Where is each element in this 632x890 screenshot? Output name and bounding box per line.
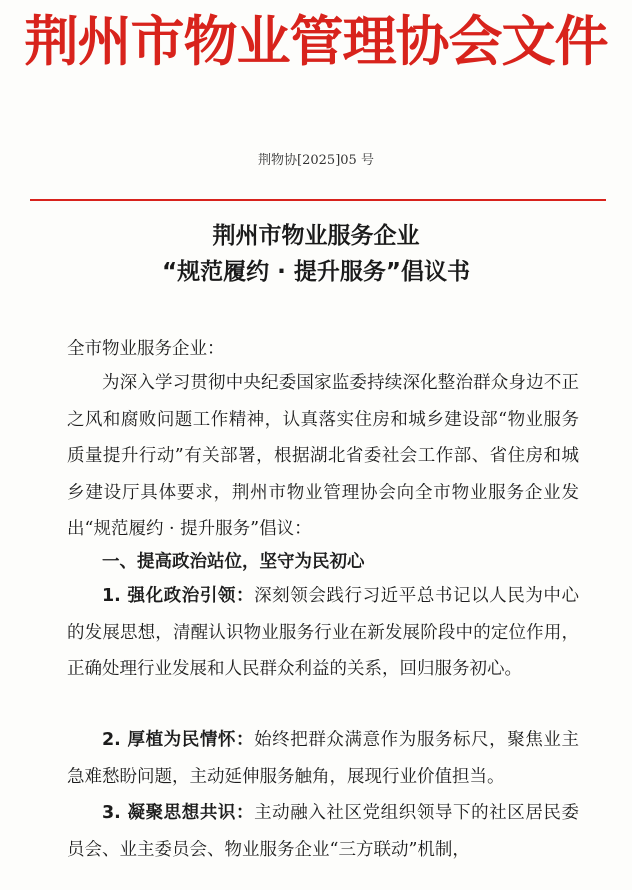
document-title-line-2: “规范履约 · 提升服务”倡议书: [162, 259, 470, 285]
issuing-organization-title: 荆州市物业管理协会文件: [24, 10, 608, 73]
list-item: [67, 722, 579, 795]
item-lead: 3. 凝聚思想共识：: [102, 803, 255, 823]
item-lead: 2. 厚植为民情怀：: [102, 730, 255, 750]
item-lead: 1. 强化政治引领：: [102, 586, 255, 606]
list-item: [67, 578, 579, 688]
item-text: 深刻领会践行习近平总书记以人民为中心的发展思想，清醒认识物业服务行业在新发展阶段中的定位作用，正确处理行业发展和人民群众利益的关系，回归服务初心。: [67, 586, 580, 679]
intro-paragraph: 为深入学习贯彻中央纪委国家监委持续深化整治群众身边不正之风和腐败问题工作精神，认真落实住房和城乡建设部“物业服务质量提升行动”有关部署，根据湖北省委社会工作部、省住房和城乡建设厅具体要求，荆州市物业管理协会向全市物业服务企业发出“规范履约 · 提升服务”倡议：: [67, 373, 579, 539]
list-item: [67, 795, 579, 868]
item-text: 始终把群众满意作为服务标尺，聚焦业主急难愁盼问题，主动延伸服务触角，展现行业价值担当。: [67, 730, 580, 787]
item-text: 主动融入社区党组织领导下的社区居民委员会、业主委员会、物业服务企业“三方联动”机制，: [67, 803, 580, 860]
red-divider-line: [30, 199, 606, 201]
document-number: 荆物协[2025]05 号: [258, 153, 374, 168]
salutation: 全市物业服务企业：: [67, 339, 225, 359]
document-title-line-1: 荆州市物业服务企业: [212, 223, 420, 249]
section-heading: 一、提高政治站位，坚守为民初心: [102, 552, 365, 572]
